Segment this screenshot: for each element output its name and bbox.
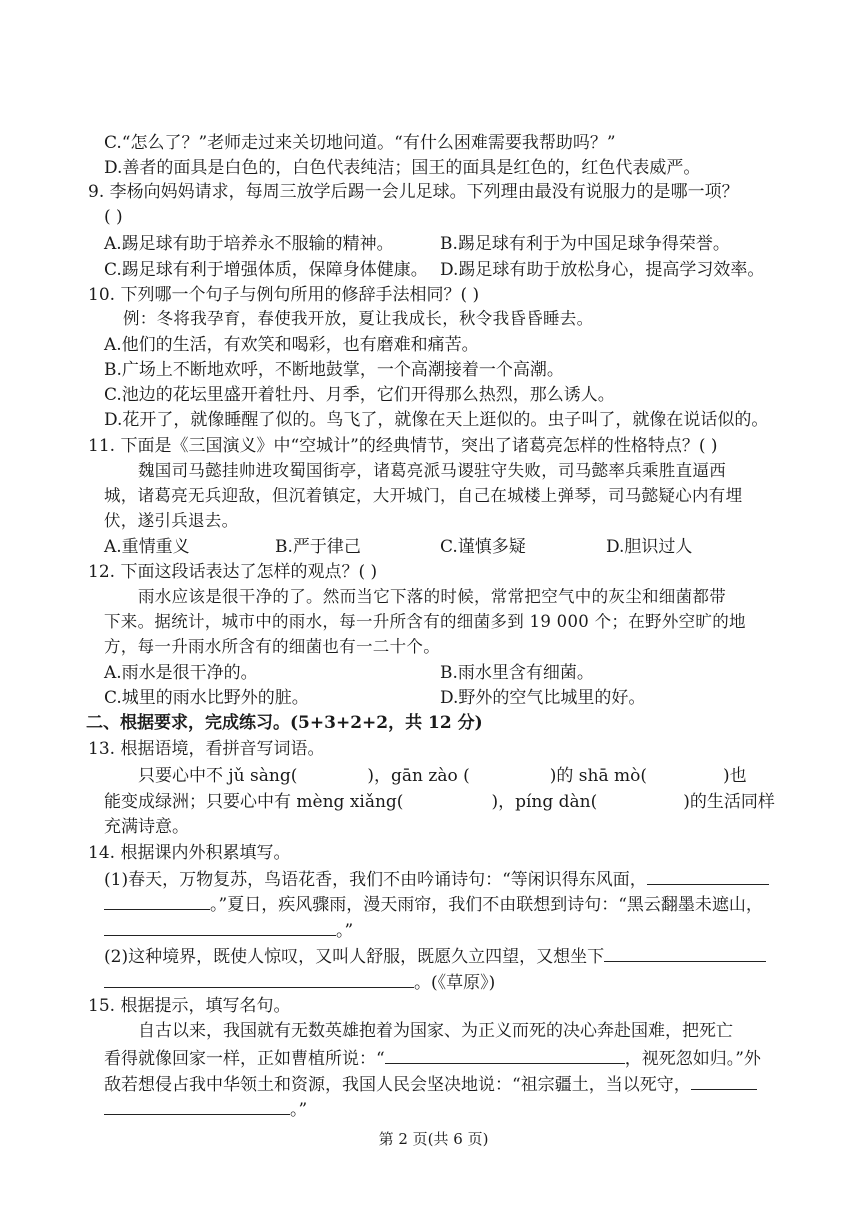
q10-option-c: C.池边的花坛里盛开着牡丹、月季，它们开得那么热烈，那么诱人。 xyxy=(104,385,615,405)
q12-passage-line3: 方，每一升雨水所含有的细菌也有一二十个。 xyxy=(104,637,440,656)
q15-line2 xyxy=(104,1045,761,1071)
q14-item1-text-c: 。” xyxy=(336,921,354,941)
q13-line3: 充满诗意。 xyxy=(104,817,189,837)
q11-option-c: C.谨慎多疑 xyxy=(440,537,526,557)
q15-line1: 自古以来，我国就有无数英雄抱着为国家、为正义而死的决心奔赴国难，把死亡 xyxy=(138,1021,733,1041)
q10-option-a: A.他们的生活，有欢笑和喝彩，也有磨难和痛苦。 xyxy=(104,335,479,355)
q9-answer-paren[interactable]: ( ) xyxy=(104,207,123,227)
q8-option-c: C.“怎么了？”老师走过来关切地问道。“有什么困难需要我帮助吗？” xyxy=(104,133,616,153)
q9-option-d: D.踢足球有助于放松身心，提高学习效率。 xyxy=(440,260,765,280)
q15-blank-1[interactable] xyxy=(385,1045,625,1064)
q11-passage-line1: 魏国司马懿挂帅进攻蜀国街亭，诸葛亮派马谡驻守失败，司马懿率兵乘胜直逼西 xyxy=(138,461,726,480)
q15-line4-text: 。” xyxy=(290,1100,308,1120)
q9-option-a: A.踢足球有助于培养永不服输的精神。 xyxy=(104,234,394,254)
q12-option-c: C.城里的雨水比野外的脏。 xyxy=(104,688,309,708)
q13-line1-text-d: )也 xyxy=(722,766,747,786)
q10-example: 例：冬将我孕育，春使我开放，夏让我成长，秋令我昏昏睡去。 xyxy=(123,309,594,328)
q11-stem: 11. 下面是《三国演义》中“空城计”的经典情节，突出了诸葛亮怎样的性格特点？( ) xyxy=(88,436,718,456)
q12-stem: 12. 下面这段话表达了怎样的观点？( ) xyxy=(88,562,378,582)
q14-item2-text-b: 。(《草原》) xyxy=(414,973,496,993)
q12-passage-line1: 雨水应该是很干净的了。然而当它下落的时候，常常把空气中的灰尘和细菌都带 xyxy=(138,587,726,606)
q14-item2-line1 xyxy=(104,943,766,969)
q15-line4 xyxy=(104,1096,307,1122)
q15-stem: 15. 根据提示，填写名句。 xyxy=(88,996,291,1016)
q11-option-b: B.严于律己 xyxy=(275,537,361,557)
q12-passage-line2: 下来。据统计，城市中的雨水，每一升所含有的细菌多到 19 000 个；在野外空旷的地 xyxy=(104,612,746,631)
q12-option-d: D.野外的空气比城里的好。 xyxy=(440,688,646,708)
q14-item1-line2 xyxy=(104,891,763,917)
q13-line1 xyxy=(138,764,747,788)
q14-blank-2a[interactable] xyxy=(604,943,766,962)
q14-blank-2b[interactable] xyxy=(104,969,414,988)
q14-item1-text-a: (1)春天，万物复苏，鸟语花香，我们不由吟诵诗句：“等闲识得东风面， xyxy=(104,870,647,890)
q15-line3-text-a: 敌若想侵占我中华领土和资源，我国人民会坚决地说：“祖宗疆土，当以死守， xyxy=(104,1075,691,1095)
q14-item1-text-b: 。”夏日，疾风骤雨，漫天雨帘，我们不由联想到诗句：“黑云翻墨未遮山， xyxy=(210,895,763,915)
q14-item2-text-a: (2)这种境界，既使人惊叹，又叫人舒服，既愿久立四望，又想坐下 xyxy=(104,947,605,967)
q15-blank-2b[interactable] xyxy=(104,1096,290,1115)
q9-option-c: C.踢足球有利于增强体质，保障身体健康。 xyxy=(104,260,428,280)
q13-line1-text-c: )的 shā mò( xyxy=(549,766,647,786)
q14-blank-1a[interactable] xyxy=(647,866,769,885)
q10-option-b: B.广场上不断地欢呼，不断地鼓掌，一个高潮接着一个高潮。 xyxy=(104,360,564,380)
page-footer: 第 2 页(共 6 页) xyxy=(378,1130,489,1148)
q11-option-d: D.胆识过人 xyxy=(606,537,693,557)
q13-line2-text-a: 能变成绿洲；只要心中有 mèng xiǎng( xyxy=(104,792,404,812)
q13-line2 xyxy=(104,790,775,814)
q14-item1-line3 xyxy=(104,917,353,943)
q13-line1-text-a: 只要心中不 jǔ sàng( xyxy=(138,766,298,786)
q11-passage-line3: 伏，遂引兵退去。 xyxy=(104,511,239,530)
q15-blank-2a[interactable] xyxy=(691,1071,757,1090)
q9-option-b: B.踢足球有利于为中国足球争得荣誉。 xyxy=(440,234,730,254)
q12-option-b: B.雨水里含有细菌。 xyxy=(440,663,594,683)
q14-blank-1c[interactable] xyxy=(104,917,336,936)
q8-option-d: D.善者的面具是白色的，白色代表纯洁；国王的面具是红色的，红色代表威严。 xyxy=(104,158,701,178)
q15-line2-text-a: 看得就像回家一样，正如曹植所说：“ xyxy=(104,1049,385,1069)
q12-option-a: A.雨水是很干净的。 xyxy=(104,663,258,683)
q11-passage-line2: 城，诸葛亮无兵迎敌，但沉着镇定，大开城门，自己在城楼上弹琴，司马懿疑心内有埋 xyxy=(104,486,743,505)
q11-option-a: A.重情重义 xyxy=(104,537,190,557)
q14-item1-line1 xyxy=(104,866,769,892)
q13-line2-text-c: )的生活同样 xyxy=(683,792,775,812)
q10-option-d: D.花开了，就像睡醒了似的。鸟飞了，就像在天上逛似的。虫子叫了，就像在说话似的。 xyxy=(104,410,769,430)
q9-stem: 9. 李杨向妈妈请求，每周三放学后踢一会儿足球。下列理由最没有说服力的是哪一项？ xyxy=(88,182,739,202)
q14-stem: 14. 根据课内外积累填写。 xyxy=(88,843,291,863)
section-2-heading: 二、根据要求，完成练习。(5+3+2+2，共 12 分) xyxy=(86,713,483,733)
q13-line2-text-b: )，píng dàn( xyxy=(491,792,598,812)
q14-item2-line2 xyxy=(104,969,495,995)
q13-line1-text-b: )，gān zào ( xyxy=(367,766,470,786)
q15-line3 xyxy=(104,1071,757,1097)
q10-stem: 10. 下列哪一个句子与例句所用的修辞手法相同？( ) xyxy=(88,285,480,305)
q13-stem: 13. 根据语境，看拼音写词语。 xyxy=(88,739,325,759)
q15-line2-text-b: ，视死忽如归。”外 xyxy=(624,1049,761,1069)
q14-blank-1b[interactable] xyxy=(104,891,210,910)
